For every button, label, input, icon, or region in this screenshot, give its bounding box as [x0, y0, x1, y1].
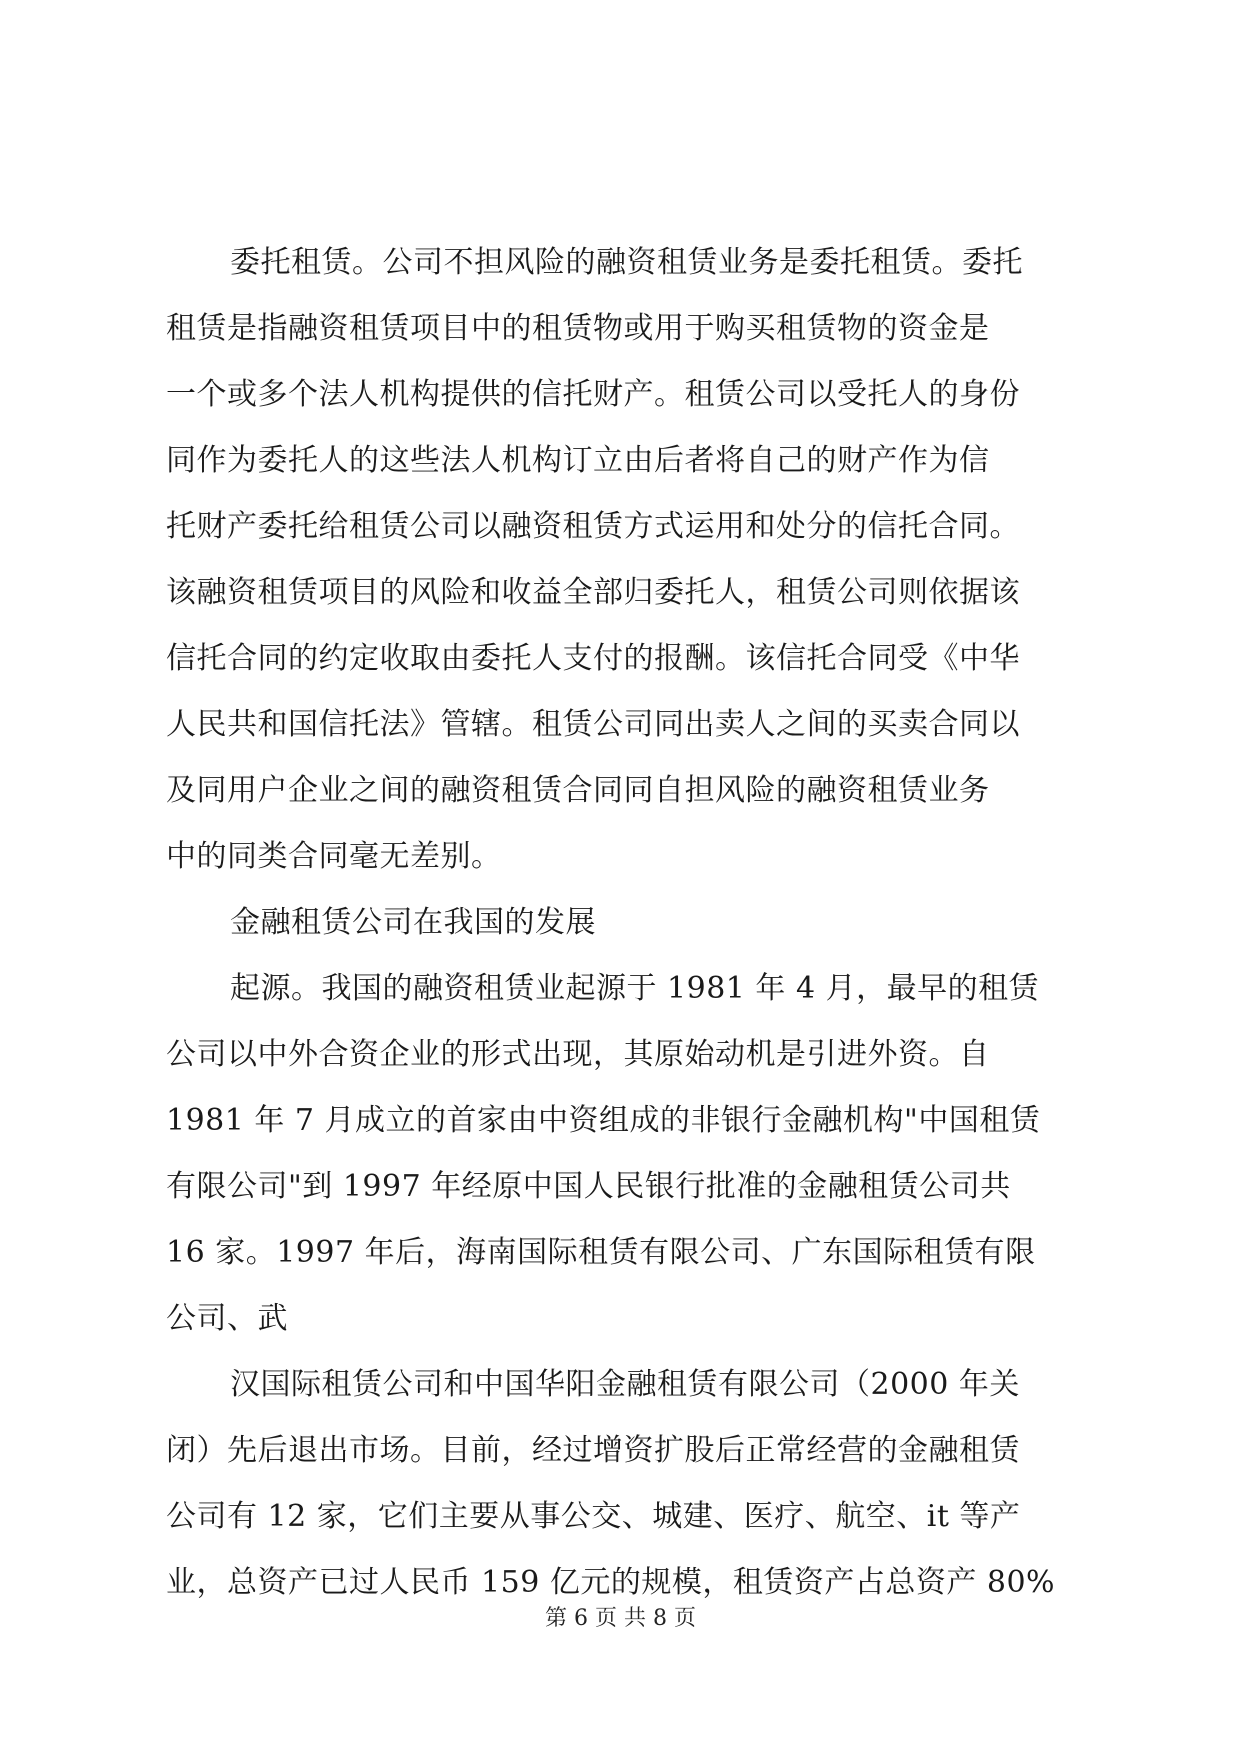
paragraph-line: 人民共和国信托法》管辖。租赁公司同出卖人之间的买卖合同以 — [166, 707, 1020, 742]
paragraph-line: 信托合同的约定收取由委托人支付的报酬。该信托合同受《中华 — [166, 641, 1020, 676]
paragraph-line: 公司以中外合资企业的形式出现，其原始动机是引进外资。自 — [166, 1037, 990, 1072]
paragraph-line: 起源。我国的融资租赁业起源于 1981 年 4 月，最早的租赁 — [230, 971, 1040, 1006]
paragraph-line: 委托租赁。公司不担风险的融资租赁业务是委托租赁。委托 — [230, 245, 1023, 280]
paragraph-line: 同作为委托人的这些法人机构订立由后者将自己的财产作为信 — [166, 443, 990, 478]
paragraph-line: 有限公司"到 1997 年经原中国人民银行批准的金融租赁公司共 — [166, 1169, 1011, 1204]
document-body — [166, 230, 1076, 1616]
paragraph-line: 租赁是指融资租赁项目中的租赁物或用于购买租赁物的资金是 — [166, 311, 990, 346]
paragraph-line: 一个或多个法人机构提供的信托财产。租赁公司以受托人的身份 — [166, 377, 1020, 412]
paragraph-line: 公司有 12 家，它们主要从事公交、城建、医疗、航空、it 等产 — [166, 1499, 1021, 1534]
page-number-footer: 第 6 页 共 8 页 — [545, 1606, 696, 1631]
paragraph-line: 1981 年 7 月成立的首家由中资组成的非银行金融机构"中国租赁 — [166, 1103, 1041, 1138]
paragraph-line: 托财产委托给租赁公司以融资租赁方式运用和处分的信托合同。 — [166, 509, 1020, 544]
paragraph-line: 业，总资产已过人民币 159 亿元的规模，租赁资产占总资产 80% — [166, 1565, 1056, 1600]
paragraph-line: 16 家。1997 年后，海南国际租赁有限公司、广东国际租赁有限 — [166, 1235, 1036, 1270]
paragraph-line: 及同用户企业之间的融资租赁合同同自担风险的融资租赁业务 — [166, 773, 990, 808]
section-heading: 金融租赁公司在我国的发展 — [230, 905, 596, 940]
paragraph-line: 该融资租赁项目的风险和收益全部归委托人，租赁公司则依据该 — [166, 575, 1020, 610]
paragraph-line: 公司、武 — [166, 1301, 288, 1336]
paragraph-line: 汉国际租赁公司和中国华阳金融租赁有限公司（2000 年关 — [230, 1367, 1020, 1402]
paragraph-line: 中的同类合同毫无差别。 — [166, 839, 502, 874]
paragraph-line: 闭）先后退出市场。目前，经过增资扩股后正常经营的金融租赁 — [166, 1433, 1020, 1468]
